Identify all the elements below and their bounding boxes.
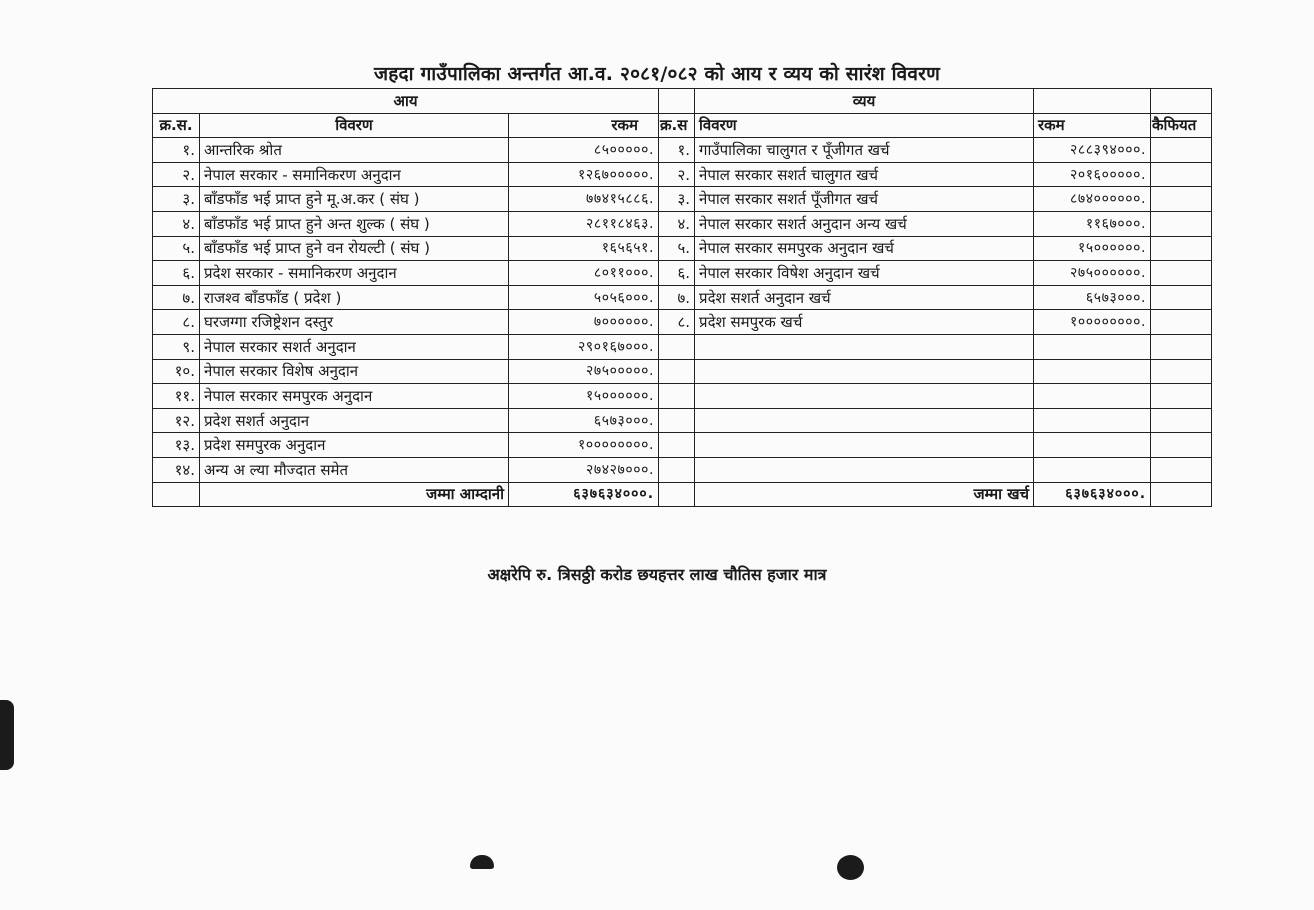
- remarks-cell: [1151, 408, 1212, 433]
- total-income-amount: ६३७६३४०००.: [509, 482, 659, 507]
- expense-section-header: व्यय: [695, 89, 1034, 114]
- section-header-row: [153, 89, 1212, 114]
- expense-sn-cell: ७.: [659, 285, 695, 310]
- income-description-cell: प्रदेश समपुरक अनुदान: [200, 433, 509, 458]
- income-sn-cell: ११.: [153, 384, 200, 409]
- expense-amount-header: रकम: [1034, 113, 1151, 138]
- income-sn-cell: ३.: [153, 187, 200, 212]
- expense-description-cell: नेपाल सरकार सशर्त चालुगत खर्च: [695, 162, 1034, 187]
- document-title: जहदा गाउँपालिका अन्तर्गत आ.व. २०८१/०८२ को आय र व्यय को सारंश विवरण: [373, 63, 941, 85]
- income-amount-cell: २७४२७०००.: [509, 457, 659, 482]
- expense-amount-cell: २७५००००००.: [1034, 261, 1151, 286]
- table-row: [153, 310, 1212, 335]
- remarks-cell: [1151, 334, 1212, 359]
- total-expense-amount: ६३७६३४०००.: [1034, 482, 1151, 507]
- table-row: [153, 261, 1212, 286]
- income-section-header: आय: [153, 89, 659, 114]
- expense-amount-cell: ८७४००००००.: [1034, 187, 1151, 212]
- income-sn-cell: १.: [153, 138, 200, 163]
- income-description-cell: नेपाल सरकार - समानिकरण अनुदान: [200, 162, 509, 187]
- expense-sn-cell: ३.: [659, 187, 695, 212]
- expense-amount-cell: ६५७३०००.: [1034, 285, 1151, 310]
- expense-sn-cell: २.: [659, 162, 695, 187]
- income-sn-cell: १०.: [153, 359, 200, 384]
- income-amount-cell: १६५६५१.: [509, 236, 659, 261]
- income-amount-cell: २८११८४६३.: [509, 211, 659, 236]
- income-sn-cell: ५.: [153, 236, 200, 261]
- table-row: [153, 384, 1212, 409]
- remarks-cell: [1151, 433, 1212, 458]
- income-amount-cell: २९०१६७०००.: [509, 334, 659, 359]
- expense-amount-cell: ११६७०००.: [1034, 211, 1151, 236]
- income-description-cell: बाँडफाँड भई प्राप्त हुने अन्त शुल्क ( संघ ): [200, 211, 509, 236]
- ink-blot-right: [837, 855, 864, 880]
- remarks-cell: [1151, 310, 1212, 335]
- income-amount-cell: ८०११०००.: [509, 261, 659, 286]
- expense-amount-cell: १००००००००.: [1034, 310, 1151, 335]
- expense-sn-cell: १.: [659, 138, 695, 163]
- expense-description-header: विवरण: [695, 113, 1034, 138]
- income-amount-cell: १५००००००.: [509, 384, 659, 409]
- income-description-cell: प्रदेश सरकार - समानिकरण अनुदान: [200, 261, 509, 286]
- income-description-cell: घरजग्गा रजिष्ट्रेशन दस्तुर: [200, 310, 509, 335]
- income-sn-cell: ६.: [153, 261, 200, 286]
- expense-sn-cell: ५.: [659, 236, 695, 261]
- expense-description-cell: [695, 408, 1034, 433]
- binder-clip-shadow: [0, 700, 14, 770]
- table-row: [153, 285, 1212, 310]
- expense-sn-cell: ६.: [659, 261, 695, 286]
- income-amount-cell: ६५७३०००.: [509, 408, 659, 433]
- remarks-cell: [1151, 236, 1212, 261]
- income-description-header: विवरण: [200, 113, 509, 138]
- totals-empty-cell: [659, 482, 695, 507]
- income-sn-cell: ७.: [153, 285, 200, 310]
- income-description-cell: प्रदेश सशर्त अनुदान: [200, 408, 509, 433]
- expense-description-cell: नेपाल सरकार विषेश अनुदान खर्च: [695, 261, 1034, 286]
- expense-description-cell: नेपाल सरकार सशर्त पूँजीगत खर्च: [695, 187, 1034, 212]
- income-description-cell: नेपाल सरकार सशर्त अनुदान: [200, 334, 509, 359]
- total-expense-label: जम्मा खर्च: [695, 482, 1034, 507]
- expense-amount-cell: २०१६०००००.: [1034, 162, 1151, 187]
- totals-empty-cell: [1151, 482, 1212, 507]
- remarks-cell: [1151, 138, 1212, 163]
- expense-sn-cell: [659, 408, 695, 433]
- expense-amount-cell: [1034, 384, 1151, 409]
- table-row: [153, 187, 1212, 212]
- income-sn-cell: ९.: [153, 334, 200, 359]
- remarks-cell: [1151, 359, 1212, 384]
- expense-amount-cell: २८८३९४०००.: [1034, 138, 1151, 163]
- income-amount-cell: १२६७०००००.: [509, 162, 659, 187]
- income-description-cell: राजश्व बाँडफाँड ( प्रदेश ): [200, 285, 509, 310]
- income-amount-header: रकम: [509, 113, 659, 138]
- expense-amount-cell: [1034, 433, 1151, 458]
- table-row: [153, 138, 1212, 163]
- expense-amount-cell: १५००००००.: [1034, 236, 1151, 261]
- remarks-cell: [1151, 162, 1212, 187]
- expense-description-cell: [695, 359, 1034, 384]
- remarks-cell: [1151, 285, 1212, 310]
- income-sn-cell: १४.: [153, 457, 200, 482]
- remarks-cell: [1151, 457, 1212, 482]
- totals-empty-cell: [153, 482, 200, 507]
- income-amount-cell: ८५०००००.: [509, 138, 659, 163]
- expense-amount-cell: [1034, 408, 1151, 433]
- expense-sn-cell: [659, 359, 695, 384]
- expense-sn-cell: [659, 433, 695, 458]
- expense-description-cell: प्रदेश समपुरक खर्च: [695, 310, 1034, 335]
- expense-sn-header: क्र.स: [659, 113, 695, 138]
- expense-sn-cell: [659, 384, 695, 409]
- income-description-cell: बाँडफाँड भई प्राप्त हुने मू.अ.कर ( संघ ): [200, 187, 509, 212]
- totals-row: [153, 482, 1212, 507]
- income-sn-cell: ४.: [153, 211, 200, 236]
- table-row: [153, 211, 1212, 236]
- income-sn-cell: १३.: [153, 433, 200, 458]
- income-description-cell: अन्य अ ल्या मौज्दात समेत: [200, 457, 509, 482]
- income-description-cell: बाँडफाँड भई प्राप्त हुने वन रोयल्टी ( संघ ): [200, 236, 509, 261]
- income-sn-cell: २.: [153, 162, 200, 187]
- table-row: [153, 236, 1212, 261]
- table-row: [153, 359, 1212, 384]
- income-amount-cell: ७००००००.: [509, 310, 659, 335]
- income-expense-summary-table: [152, 88, 1212, 507]
- expense-amount-cell: [1034, 457, 1151, 482]
- expense-description-cell: प्रदेश सशर्त अनुदान खर्च: [695, 285, 1034, 310]
- table-row: [153, 162, 1212, 187]
- expense-sn-cell: ८.: [659, 310, 695, 335]
- ink-blot-left: [470, 855, 494, 869]
- income-amount-cell: ७७४१५८८६.: [509, 187, 659, 212]
- expense-sn-cell: ४.: [659, 211, 695, 236]
- remarks-cell: [1151, 187, 1212, 212]
- column-header-row: [153, 113, 1212, 138]
- income-sn-cell: ८.: [153, 310, 200, 335]
- expense-sn-cell: [659, 334, 695, 359]
- income-description-cell: नेपाल सरकार विशेष अनुदान: [200, 359, 509, 384]
- income-amount-cell: १००००००००.: [509, 433, 659, 458]
- table-row: [153, 334, 1212, 359]
- expense-amount-cell: [1034, 359, 1151, 384]
- table-row: [153, 408, 1212, 433]
- expense-description-cell: [695, 384, 1034, 409]
- income-amount-cell: ५०५६०००.: [509, 285, 659, 310]
- expense-description-cell: [695, 433, 1034, 458]
- remarks-cell: [1151, 211, 1212, 236]
- table-row: [153, 433, 1212, 458]
- expense-description-cell: नेपाल सरकार समपुरक अनुदान खर्च: [695, 236, 1034, 261]
- remarks-header: कैफियत: [1151, 113, 1212, 138]
- expense-description-cell: [695, 334, 1034, 359]
- remarks-cell: [1151, 261, 1212, 286]
- remarks-cell: [1151, 384, 1212, 409]
- income-sn-header: क्र.स.: [153, 113, 200, 138]
- income-description-cell: नेपाल सरकार समपुरक अनुदान: [200, 384, 509, 409]
- amount-in-words: अक्षरेपि रु. त्रिसठ्ठी करोड छयहत्तर लाख चौतिस हजार मात्र: [487, 565, 827, 584]
- income-amount-cell: २७५०००००.: [509, 359, 659, 384]
- expense-amount-cell: [1034, 334, 1151, 359]
- table-row: [153, 457, 1212, 482]
- income-sn-cell: १२.: [153, 408, 200, 433]
- expense-description-cell: गाउँपालिका चालुगत र पूँजीगत खर्च: [695, 138, 1034, 163]
- expense-sn-cell: [659, 457, 695, 482]
- income-description-cell: आन्तरिक श्रोत: [200, 138, 509, 163]
- expense-description-cell: [695, 457, 1034, 482]
- expense-description-cell: नेपाल सरकार सशर्त अनुदान अन्य खर्च: [695, 211, 1034, 236]
- total-income-label: जम्मा आम्दानी: [200, 482, 509, 507]
